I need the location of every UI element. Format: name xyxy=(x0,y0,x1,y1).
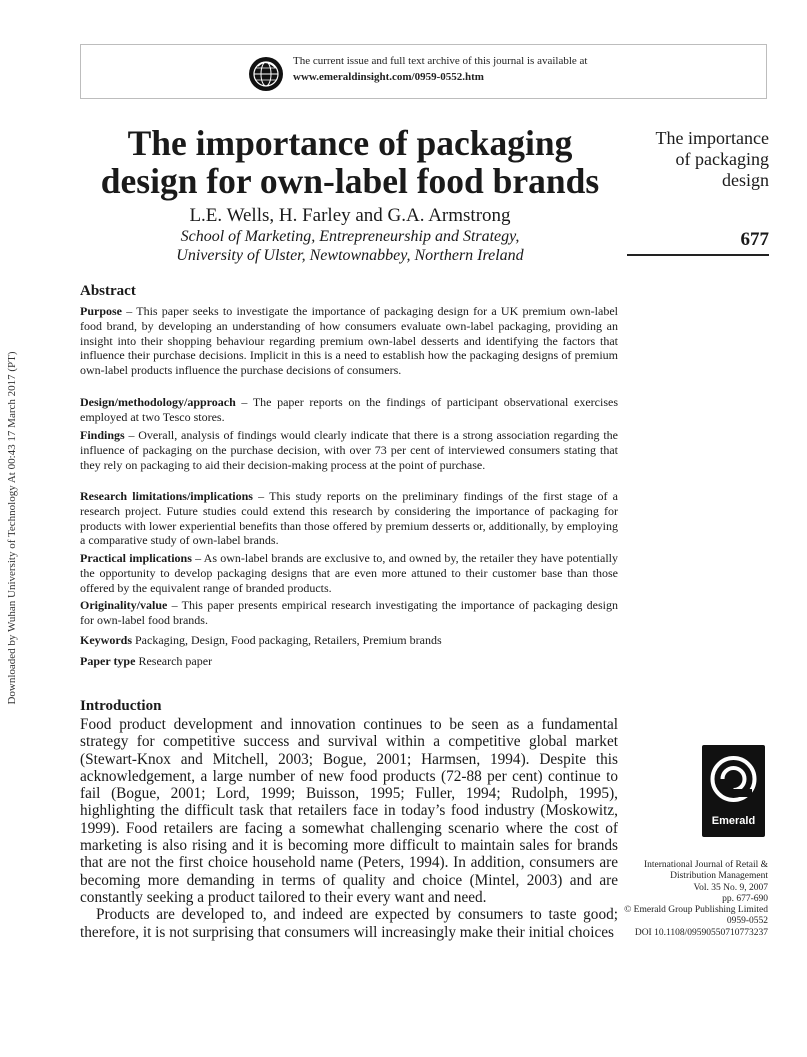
purpose-text: – This paper seeks to investigate the importance of packaging design for a UK premium own-label food brand, by developing an understanding of how consumers evaluate own-label packaging, providing an insight into their shopping behaviour regarding premium own-label desserts and identifying the factors that influence their purchase decisions. Implicit in this is a need to establish how the packaging designs of premium own-label products influence the purchase decisions of consumers. xyxy=(80,304,618,378)
affiliation xyxy=(80,227,620,265)
journal-info-line-6: 0959-0552 xyxy=(726,916,768,927)
authors: L.E. Wells, H. Farley and G.A. Armstrong xyxy=(189,205,511,226)
introduction-body xyxy=(80,716,618,941)
affiliation-line-2: University of Ulster, Newtownabbey, Northern Ireland xyxy=(176,247,524,264)
findings-label: Findings xyxy=(80,428,125,442)
abstract-practical xyxy=(80,551,618,595)
title-line-2: design for own-label food brands xyxy=(100,161,600,201)
abstract-purpose xyxy=(80,304,618,378)
abstract-paper-type xyxy=(80,654,618,669)
research-label: Research limitations/implications xyxy=(80,489,253,503)
design-label: Design/methodology/approach xyxy=(80,395,236,409)
introduction-paragraph-1: Food product development and innovation continues to be seen as a fundamental strategy for competitive success and survival within a competitive global market (Stewart-Knox and Mitchell, 2003; Bogue, 2001; Harmsen, 1994). Despite this acknowledgement, a large number of new food products (72-88 per cent) continue to fail (Bogue, 2001; Lord, 1999; Buisson, 1995; Fuller, 1994; Rudolph, 1995), highlighting the difficult task that retailers face in today’s food industry (Moskowitz, 1999). Food retailers are facing a somewhat challenging scenario where the cost of marketing is also rising and it is becoming more difficult to maintain sales for brands that are not the first choice household name (Peters, 1994). In addition, consumers are becoming more demanding in terms of quality and choice (Mintel, 2003) and are constantly seeking a product tailored to their every want and need. xyxy=(80,716,618,906)
abstract-originality xyxy=(80,598,618,628)
emerald-logo-text: Emerald xyxy=(711,815,756,827)
emerald-swirl-icon xyxy=(702,745,765,813)
papertype-label: Paper type xyxy=(80,654,136,668)
journal-info-line-2: Distribution Management xyxy=(670,871,768,882)
abstract-research xyxy=(80,489,618,548)
download-watermark-text: Downloaded by Wuhan University of Technology At 00:43 17 March 2017 (PT) xyxy=(6,351,18,705)
journal-info-line-1: International Journal of Retail & xyxy=(644,860,768,870)
affiliation-line-1: School of Marketing, Entrepreneurship and Strategy, xyxy=(180,228,520,245)
papertype-text: Research paper xyxy=(135,654,213,668)
journal-info-line-3: Vol. 35 No. 9, 2007 xyxy=(693,882,768,893)
running-head-line-2: of packaging xyxy=(675,149,769,169)
findings-text: – Overall, analysis of findings would clearly indicate that there is a strong association regarding the influence of packaging on the purchase decision, with over 73 per cent of interviewed consumers stating that they rely on packaging to aid their decision-making process at the point of purchase. xyxy=(80,428,618,472)
introduction-heading: Introduction xyxy=(80,698,162,714)
originality-label: Originality/value xyxy=(80,598,168,612)
running-head xyxy=(627,128,769,191)
purpose-label: Purpose xyxy=(80,304,122,318)
archive-url-link[interactable]: www.emeraldinsight.com/0959-0552.htm xyxy=(293,71,484,83)
research-text: – This study reports on the preliminary findings of the first stage of a research project. Future studies could extend this research by considering the importance of packaging for products with lower experiential benefits than those offered by premium desserts or, additionally, by employing a comparative study of own-label brands. xyxy=(80,489,618,548)
archive-notice: The current issue and full text archive of this journal is available at xyxy=(293,55,588,67)
design-text: – The paper reports on the findings of participant observational exercises employed at two Tesco stores. xyxy=(80,395,618,424)
keywords-label: Keywords xyxy=(80,633,132,647)
title-line-1: The importance of packaging xyxy=(127,123,573,163)
running-head-line-3: design xyxy=(722,170,769,190)
journal-info-line-5: © Emerald Group Publishing Limited xyxy=(624,905,768,916)
introduction-paragraph-2: Products are developed to, and indeed are expected by consumers to taste good; therefore, it is not surprising that consumers will increasingly make their initial choices xyxy=(80,906,618,941)
journal-info-line-7: DOI 10.1108/09590550710773237 xyxy=(634,927,768,938)
abstract-design xyxy=(80,395,618,425)
practical-label: Practical implications xyxy=(80,551,192,565)
running-head-line-1: The importance xyxy=(655,128,769,148)
practical-text: – As own-label brands are exclusive to, and owned by, the retailer they have potentially the opportunity to develop packaging designs that are even more attuned to their customer base than those offered by the equivalent range of branded products. xyxy=(80,551,618,595)
journal-info xyxy=(600,860,768,939)
journal-info-line-4: pp. 677-690 xyxy=(722,893,768,904)
page-number-rule xyxy=(627,254,769,256)
article-title xyxy=(80,124,620,200)
page-number: 677 xyxy=(740,229,769,250)
keywords-text: Packaging, Design, Food packaging, Retailers, Premium brands xyxy=(132,633,442,647)
abstract-heading: Abstract xyxy=(80,283,136,299)
originality-text: – This paper presents empirical research investigating the importance of packaging design for own-label food brands. xyxy=(80,598,618,627)
abstract-keywords xyxy=(80,633,618,648)
globe-logo-icon xyxy=(248,56,284,92)
abstract-findings xyxy=(80,428,618,472)
